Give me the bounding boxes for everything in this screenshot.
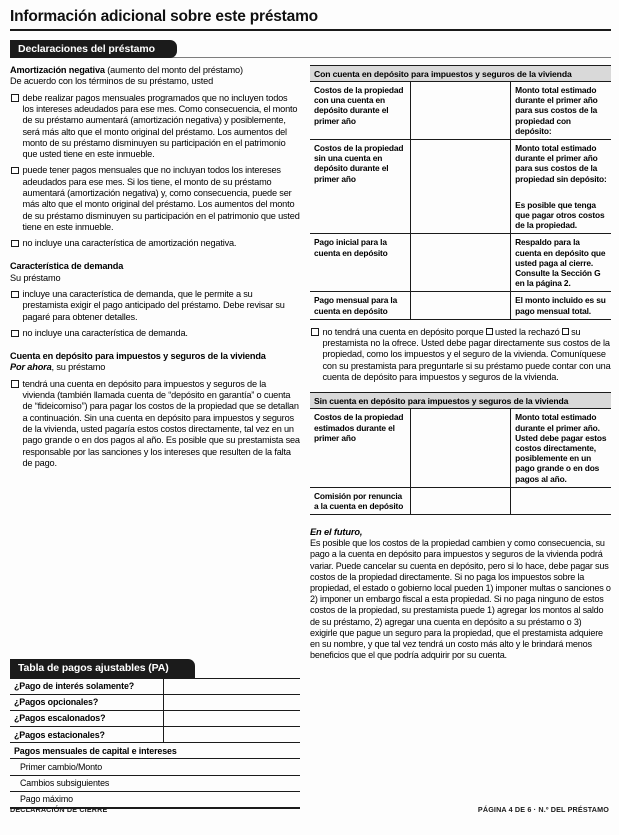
footer-left: DECLARACIÓN DE CIERRE xyxy=(10,805,108,814)
negative-amortization-heading xyxy=(10,65,300,76)
row-description xyxy=(511,82,611,140)
row-description-text: Monto total estimado durante el primer año para sus costos de la propiedad sin depósito: xyxy=(515,143,607,184)
demand-feature-subheading: Su préstamo xyxy=(10,272,61,283)
table-row xyxy=(10,727,300,743)
escrow-account-heading: Cuenta en depósito para impuestos y seguros de la vivienda xyxy=(10,351,266,362)
checkbox-icon-rejected[interactable] xyxy=(486,328,494,336)
row-amount[interactable] xyxy=(410,292,510,319)
row-amount[interactable] xyxy=(410,82,510,140)
row-value[interactable] xyxy=(164,727,301,743)
table-row xyxy=(310,409,611,487)
row-amount[interactable] xyxy=(410,234,510,292)
without-escrow-table-header: Sin cuenta en depósito para impuestos y seguros de la vivienda xyxy=(310,393,611,409)
content-columns xyxy=(10,65,611,661)
escrow-account-subheading xyxy=(10,362,300,373)
option-label: no incluye una característica de demanda. xyxy=(22,327,188,338)
row-description-text: El monto incluido es su pago mensual total. xyxy=(515,295,606,316)
negative-amortization-option-1[interactable] xyxy=(10,93,300,161)
row-label: Pago máximo xyxy=(20,794,73,805)
demand-feature-option-1[interactable] xyxy=(10,289,300,323)
escrow-subheading-italic: Por ahora xyxy=(10,362,52,373)
adjustable-payment-tab-label: Tabla de pagos ajustables (PA) xyxy=(10,659,195,678)
section-tab-label: Declaraciones del préstamo xyxy=(10,40,177,58)
no-escrow-reason-1: usted la rechazó xyxy=(495,326,560,337)
option-label: debe realizar pagos mensuales programados que no incluyen todos los intereses adeudados para ese mes. Como consecuencia, el monto de su préstamo aumentará (amortización negativa) y posiblemente, será más alto que el monto original del préstamo. Los aumentos del monto de su préstamo disminuyen su participación en el patrimonio que usted tiene en este inmueble. xyxy=(22,92,298,160)
row-label: Pagos mensuales de capital e intereses xyxy=(10,743,300,759)
row-label: Pago inicial para la cuenta en depósito xyxy=(310,234,410,292)
negative-amortization-heading-normal: (aumento del monto del préstamo) xyxy=(104,65,243,75)
table-row xyxy=(310,292,611,319)
row-label: ¿Pago de interés solamente? xyxy=(10,678,164,694)
row-description-text: Respaldo para la cuenta en depósito que usted paga al cierre. Consulte la Sección G en la página 2. xyxy=(515,237,606,289)
demand-feature-heading: Característica de demanda xyxy=(10,261,124,272)
loan-disclosures-section-header xyxy=(10,40,611,58)
negative-amortization-option-3[interactable] xyxy=(10,238,300,249)
table-row xyxy=(10,759,300,775)
description-spacer xyxy=(515,184,607,200)
no-escrow-text xyxy=(323,327,612,383)
table-row-group-header xyxy=(10,743,300,759)
checkbox-icon-not-offered[interactable] xyxy=(562,328,570,336)
option-label: puede tener pagos mensuales que no incluyan todos los intereses adeudados para ese mes. Si los tiene, el monto de su préstamo aumentará (amortización negativa) y, como consecuencia, puede ser más alto que el monto original del préstamo. Los aumentos del monto de su préstamo disminuyen su participación en el patrimonio que usted tiene en este inmueble. xyxy=(22,165,300,232)
option-label: no incluye una característica de amortización negativa. xyxy=(22,238,237,249)
row-label: Costos de la propiedad sin una cuenta en depósito durante el primer año xyxy=(310,140,410,234)
option-label: tendrá una cuenta en depósito para impuestos y seguros de la vivienda (también llamada cuenta de “depósito en garantía” o cuenta de “fideicomiso”) para pagar los costos de la propiedad que se detallan a continuación. Sin una cuenta en depósito para impuestos y seguros de la vivienda, usted pagaría estos costos directamente, tal vez en un pago grande o en dos pagos al año. Es posible que su prestamista sea responsable por las sanciones y los intereses que resulten de la falta de pago. xyxy=(22,378,300,468)
negative-amortization-subheading: De acuerdo con los términos de su préstamo, usted xyxy=(10,76,214,87)
table-header-row xyxy=(310,66,611,82)
table-row xyxy=(10,775,300,791)
table-row xyxy=(310,82,611,140)
no-escrow-reason-2: su prestamista no la ofrece. Usted debe pagar directamente sus costos de la propiedad, como los impuestos y el seguro de la vivienda. Comuníquese con su prestamista para preguntarle si su préstamo puede contar con una cuenta de depósito para impuestos y seguros de la vivienda. xyxy=(322,326,611,383)
row-description: Monto total estimado durante el primer año. Usted debe pagar estos costos directamente, posiblemente en un pago grande o en dos pagos al año. xyxy=(511,409,611,487)
with-escrow-table-header: Con cuenta en depósito para impuestos y seguros de la vivienda xyxy=(310,66,611,82)
table-row xyxy=(10,694,300,710)
no-escrow-lead: no tendrá una cuenta en depósito porque xyxy=(322,326,484,337)
row-value[interactable] xyxy=(164,694,301,710)
table-header-row xyxy=(310,393,611,409)
escrow-subheading-rest: , su préstamo xyxy=(51,362,106,373)
row-label: Costos de la propiedad con una cuenta en depósito durante el primer año xyxy=(310,82,410,140)
page-title: Información adicional sobre este préstamo xyxy=(10,8,318,25)
without-escrow-table xyxy=(310,392,611,515)
checkbox-icon[interactable] xyxy=(11,380,19,388)
row-description xyxy=(511,292,611,319)
table-row xyxy=(310,487,611,514)
option-label: incluye una característica de demanda, que le permite a su prestamista exigir el pago anticipado del préstamo. Debe revisar su pagaré para obtener detalles. xyxy=(22,289,285,322)
row-amount[interactable] xyxy=(410,409,510,487)
row-description xyxy=(511,140,611,234)
row-label: Costos de la propiedad estimados durante el primer año xyxy=(310,409,410,487)
row-value[interactable] xyxy=(164,710,301,726)
table-row xyxy=(10,678,300,694)
checkbox-icon[interactable] xyxy=(11,167,19,175)
row-label: Cambios subsiguientes xyxy=(10,775,300,791)
right-column xyxy=(310,65,611,661)
escrow-will-have-option[interactable] xyxy=(10,379,300,469)
row-amount[interactable] xyxy=(410,487,510,514)
row-value[interactable] xyxy=(164,678,301,694)
checkbox-icon[interactable] xyxy=(11,94,19,102)
checkbox-icon[interactable] xyxy=(11,291,19,299)
left-column xyxy=(10,65,300,661)
checkbox-icon[interactable] xyxy=(11,240,19,248)
row-label: Pago mensual para la cuenta en depósito xyxy=(310,292,410,319)
table-row xyxy=(310,140,611,234)
no-escrow-option[interactable] xyxy=(310,327,611,383)
negative-amortization-option-2[interactable] xyxy=(10,165,300,233)
row-label: ¿Pagos opcionales? xyxy=(10,694,164,710)
row-description-text: Monto total estimado durante el primer año para sus costos de la propiedad con depósito: xyxy=(515,85,598,136)
row-description-text-2: Es posible que tenga que pagar otros costos de la propiedad. xyxy=(515,199,605,231)
page-footer xyxy=(10,805,609,814)
row-label: ¿Pagos estacionales? xyxy=(10,727,164,743)
table-row xyxy=(310,234,611,292)
row-description xyxy=(511,234,611,292)
future-heading: En el futuro, xyxy=(310,527,363,538)
demand-feature-option-2[interactable] xyxy=(10,328,300,339)
adjustable-payment-section xyxy=(10,658,300,809)
table-row xyxy=(10,710,300,726)
checkbox-icon[interactable] xyxy=(311,328,319,336)
future-body: Es posible que los costos de la propiedad cambien y como consecuencia, su pago a la cuenta en depósito para impuestos y seguros de la vivienda podrá variar. Puede cancelar su cuenta en depósito, pero si lo hace, debe pagar sus costos de la propiedad directamente. Si no paga los impuestos sobre la propiedad, el estado o gobierno local pueden 1) imponer multas o sanciones o 2) imponer un embargo fiscal a esta propiedad. Si no paga ninguno de estos costos de la propiedad, su prestamista puede 1) agregar los montos al saldo de su préstamo, 2) agregar una cuenta en depósito a su préstamo o 3) exigirle que pague un seguro para la propiedad, que el prestamista adquiere en su nombre, y que tal vez tendrá un costo más alto y le brindará menos beneficios que el que podría adquirir por su cuenta. xyxy=(310,538,611,661)
row-label: Comisión por renuncia a la cuenta en depósito xyxy=(310,487,410,514)
row-label: ¿Pagos escalonados? xyxy=(10,710,164,726)
row-description xyxy=(511,487,611,514)
checkbox-icon[interactable] xyxy=(11,330,19,338)
footer-right: PÁGINA 4 DE 6 · N.º DEL PRÉSTAMO xyxy=(477,805,609,814)
negative-amortization-heading-bold: Amortización negativa xyxy=(10,65,105,75)
with-escrow-table xyxy=(310,65,611,320)
row-amount[interactable] xyxy=(410,140,510,234)
adjustable-payment-table xyxy=(10,678,300,810)
row-label: Primer cambio/Monto xyxy=(10,759,300,775)
title-divider xyxy=(10,29,611,31)
